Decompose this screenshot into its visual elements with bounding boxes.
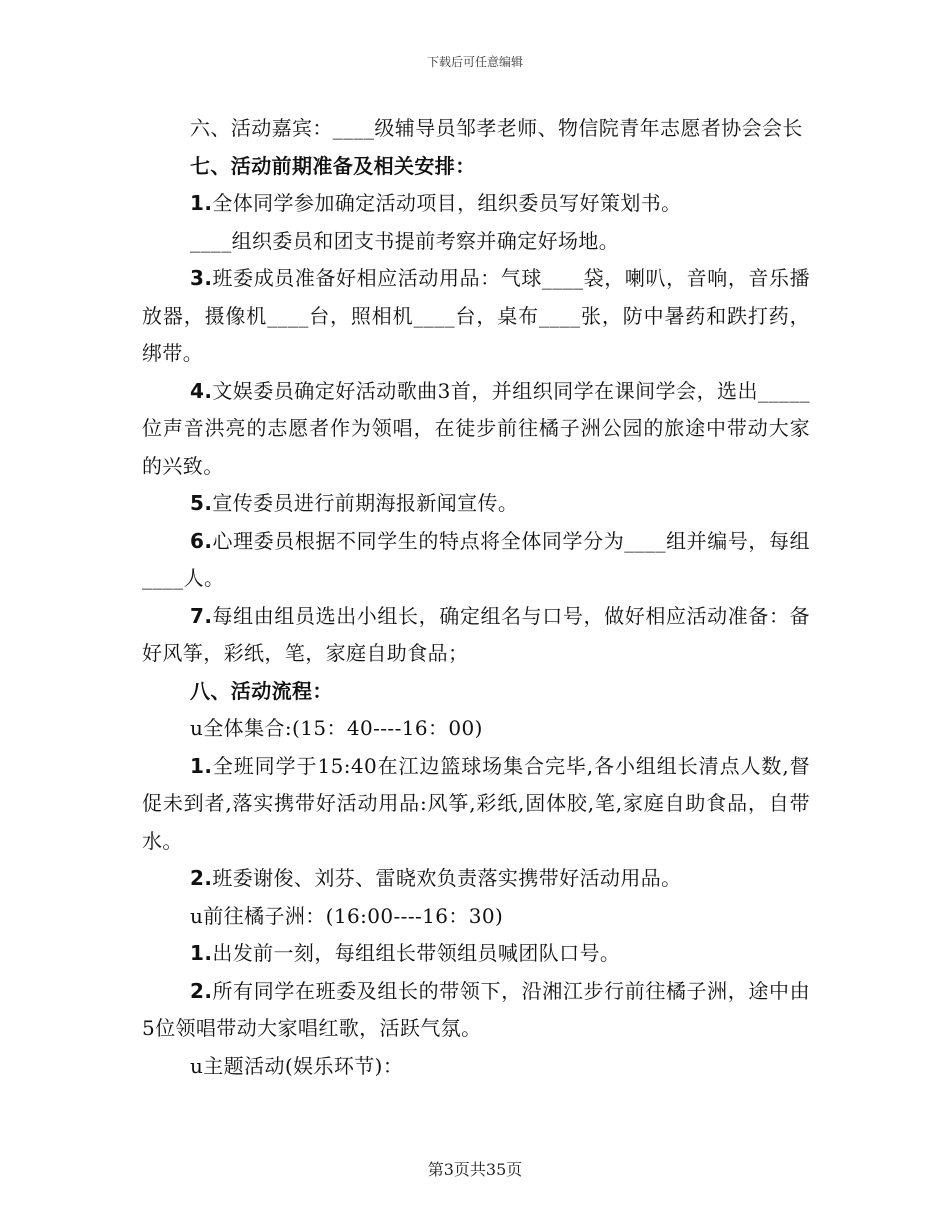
paragraph-text: u前往橘子洲：(16:00----16：30) — [190, 903, 504, 928]
section-heading-process — [142, 673, 810, 711]
paragraph-text: u主题活动(娱乐环节)： — [190, 1053, 404, 1078]
paragraph-number: 1. — [190, 941, 213, 965]
paragraph-text: 全班同学于15:40在江边篮球场集合完毕,各小组组长清点人数,督促未到者,落实携带好活动用品:风筝,彩纸,固体胶,笔,家庭自助食品，自带水。 — [142, 753, 810, 853]
paragraph-number: 5. — [190, 491, 213, 515]
paragraph-item — [142, 935, 810, 973]
subheading-travel — [142, 898, 810, 936]
paragraph-number: 6. — [190, 528, 213, 553]
paragraph-number: 7. — [190, 603, 213, 628]
paragraph-number: 1. — [190, 191, 213, 215]
paragraph-text: 宣传委员进行前期海报新闻宣传。 — [212, 491, 519, 515]
paragraph-item — [142, 748, 810, 861]
paragraph-text: 所有同学在班委及组长的带领下，沿湘江步行前往橘子洲，途中由5位领唱带动大家唱红歌，活跃气氛。 — [142, 978, 810, 1040]
paragraph-text: 班委成员准备好相应活动用品：气球____袋，喇叭，音响，音乐播放器，摄像机____台，照相机____台，桌布____张，防中暑药和跌打药，绑带。 — [142, 266, 810, 365]
paragraph-text: ____组织委员和团支书提前考察并确定好场地。 — [190, 228, 620, 253]
paragraph-text: 出发前一刻，每组组长带领组员喊团队口号。 — [212, 941, 621, 965]
paragraph-text: 每组由组员选出小组长，确定组名与口号，做好相应活动准备：备好风筝，彩纸，笔，家庭自助食品； — [142, 603, 810, 665]
paragraph-text: 八、活动流程： — [190, 678, 333, 703]
paragraph-number: 2. — [190, 866, 213, 890]
paragraph-text: 全体同学参加确定活动项目，组织委员写好策划书。 — [212, 191, 682, 215]
paragraph-text: 班委谢俊、刘芬、雷晓欢负责落实携带好活动用品。 — [212, 866, 682, 890]
paragraph-number: 1. — [190, 753, 213, 778]
paragraph-item — [142, 523, 810, 598]
paragraph-text: 心理委员根据不同学生的特点将全体同学分为____组并编号，每组____人。 — [142, 528, 810, 590]
paragraph-item — [142, 485, 810, 523]
paragraph-item — [142, 223, 810, 261]
paragraph-text: 七、活动前期准备及相关安排： — [190, 153, 476, 178]
section-heading-preparation — [142, 148, 810, 186]
paragraph-number: 2. — [190, 978, 213, 1003]
document-body — [142, 110, 810, 1085]
subheading-assembly — [142, 710, 810, 748]
paragraph-item — [142, 185, 810, 223]
paragraph-item — [142, 973, 810, 1048]
paragraph-item — [142, 260, 810, 373]
paragraph-item — [142, 373, 810, 486]
page-footer: 第3页共35页 — [427, 1160, 523, 1179]
paragraph-number: 3. — [190, 266, 213, 290]
page-header: 下载后可任意编辑 — [426, 55, 523, 69]
paragraph-item — [142, 598, 810, 673]
paragraph-number: 4. — [190, 378, 213, 403]
paragraph-text: 六、活动嘉宾：____级辅导员邹孝老师、物信院青年志愿者协会会长 — [190, 116, 803, 140]
subheading-main-activity — [142, 1048, 810, 1086]
paragraph-text: 文娱委员确定好活动歌曲3首，并组织同学在课间学会，选出_____位声音洪亮的志愿者作为领唱，在徒步前往橘子洲公园的旅途中带动大家的兴致。 — [142, 378, 810, 478]
paragraph-item — [142, 860, 810, 898]
paragraph-guests — [142, 110, 810, 148]
paragraph-text: u全体集合:(15：40----16：00) — [190, 716, 483, 740]
